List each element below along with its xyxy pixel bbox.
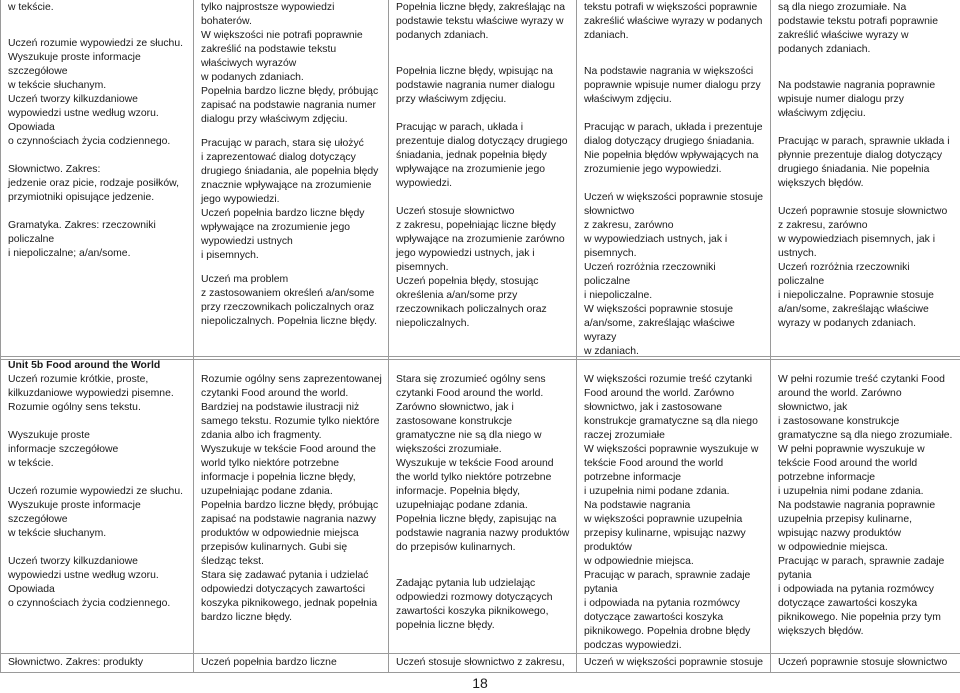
footer-cell: Uczeń poprawnie stosuje słownictwo — [771, 654, 960, 673]
cell-paragraph: Pracując w parach, układa i prezentuje dialog dotyczący drugiego śniadania. Nie popełnia błędów wpływających na zrozumienie jego wypowiedzi. — [584, 122, 763, 175]
table-cell — [771, 357, 960, 654]
cell-paragraph: Pracując w parach, sprawnie zadaje pytania i odpowiada na pytania rozmówcy dotyczące zawartości koszyka piknikowego. Popełnia drobne błędy podczas wypowiedzi. — [584, 570, 751, 651]
cell-paragraph: Uczeń rozumie wypowiedzi ze słuchu. Wyszukuje proste informacje szczegółowe w tekście słuchanym. — [8, 486, 183, 539]
cell-paragraph: Na podstawie nagrania w większości poprawnie wpisuje numer dialogu przy właściwym zdjęciu. — [584, 66, 761, 105]
cell-paragraph: Uczeń popełnia bardzo liczne błędy wpływające na zrozumienie jego wypowiedzi ustnych i pisemnych. — [201, 208, 365, 261]
cell-paragraph: Pracując w parach, sprawnie układa i płynnie prezentuje dialog dotyczący drugiego śniadania. Nie popełnia większych błędów. — [778, 136, 950, 189]
cell-paragraph: Unit 5b Food around the World — [8, 360, 161, 371]
table-cell — [194, 0, 389, 360]
cell-paragraph: Uczeń rozróżnia rzeczowniki policzalne i niepoliczalne. Poprawnie stosuje a/an/some, zakreślając właściwe wyrazy w podanych zdaniach. — [778, 262, 934, 329]
cell-paragraph: W większości rozumie treść czytanki Food around the world. Zarówno słownictwo, jak i zastosowane konstrukcje gramatyczne są dla niego raczej zrozumiałe — [584, 374, 758, 441]
footer-cell: Uczeń w większości poprawnie stosuje — [577, 654, 771, 673]
table-cell — [577, 357, 771, 654]
cell-paragraph: Pracując w parach, sprawnie zadaje pytania i odpowiada na pytania rozmówcy dotyczące zawartości koszyka piknikowego. Nie popełnia przy tym większych błędów. — [778, 556, 945, 637]
footer-cell: Słownictwo. Zakres: produkty — [1, 654, 194, 673]
table-cell — [1, 357, 194, 654]
table-cell — [1, 0, 194, 360]
cell-paragraph: Uczeń stosuje słownictwo z zakresu, popełniając liczne błędy wpływające na zrozumienie zarówno jego wypowiedzi ustnych, jak i pisemnych. — [396, 206, 565, 273]
cell-paragraph: w tekście. — [8, 2, 54, 13]
cell-paragraph: Uczeń ma problem z zastosowaniem określeń a/an/some przy rzeczownikach policzalnych oraz niepoliczalnych. Popełnia liczne błędy. — [201, 274, 377, 327]
table-cell — [389, 357, 577, 654]
cell-paragraph: są dla niego zrozumiałe. Na podstawie tekstu potrafi poprawnie zakreślić właściwe wyrazy w podanych zdaniach. — [778, 2, 938, 55]
table-row — [1, 357, 960, 654]
cell-paragraph: Popełnia liczne błędy, zakreślając na podstawie tekstu właściwe wyrazy w podanych zdaniach. — [396, 2, 566, 41]
cell-paragraph: W pełni rozumie treść czytanki Food around the world. Zarówno słownictwo, jak i zastosowane konstrukcje gramatyczne są dla niego zrozumiałe. — [778, 374, 953, 441]
cell-paragraph: Uczeń rozumie krótkie, proste, kilkuzdaniowe wypowiedzi pisemne. Rozumie ogólny sens tekstu. — [8, 374, 174, 413]
table-cell — [389, 0, 577, 360]
cell-paragraph: Na podstawie nagrania poprawnie uzupełnia przepisy kulinarne, wpisując nazwy produktów w odpowiednie miejsca. — [778, 500, 936, 553]
cell-paragraph: Pracując w parach, układa i prezentuje dialog dotyczący drugiego śniadania, jednak popełnia błędy wpływające na zrozumienie jego wypowiedzi. — [396, 122, 568, 189]
cell-paragraph: Wyszukuje w tekście Food around the world tylko niektóre potrzebne informacje. Popełnia błędy, uzupełniając podane zdania. — [396, 458, 554, 511]
table-row — [1, 0, 960, 360]
table-cell — [577, 0, 771, 360]
cell-paragraph: Na podstawie nagrania w większości poprawnie uzupełnia przepisy kulinarne, wpisując nazwy produktów w odpowiednie miejsca. — [584, 500, 746, 567]
cell-paragraph: tekstu potrafi w większości poprawnie zakreślić właściwe wyrazy w podanych zdaniach. — [584, 2, 763, 41]
cell-paragraph: Słownictwo. Zakres: jedzenie oraz picie, rodzaje posiłków, przymiotniki opisujące jedzenie. — [8, 164, 179, 203]
table-cell — [194, 357, 389, 654]
cell-paragraph: Uczeń popełnia błędy, stosując określenia a/an/some przy rzeczownikach policzalnych oraz niepoliczalnych. — [396, 276, 547, 329]
cell-paragraph: W większości poprawnie wyszukuje w tekście Food around the world potrzebne informacje i uzupełnia nimi podane zdania. — [584, 444, 759, 497]
cell-paragraph: Wyszukuje proste informacje szczegółowe w tekście. — [8, 430, 119, 469]
footer-cell: Uczeń stosuje słownictwo z zakresu, — [389, 654, 577, 673]
cell-paragraph: Uczeń w większości poprawnie stosuje słownictwo z zakresu, zarówno w wypowiedziach ustnych, jak i pisemnych. — [584, 192, 764, 259]
cell-paragraph: Uczeń rozumie wypowiedzi ze słuchu. Wyszukuje proste informacje szczegółowe w tekście słuchanym. Uczeń tworzy kilkuzdaniowe wypowiedzi ustne według wzoru. Opowiada o czynnościach życia codziennego. — [8, 38, 183, 147]
cell-paragraph: Stara się zadawać pytania i udzielać odpowiedzi dotyczących zawartości koszyka piknikowego, jednak popełnia bardzo liczne błędy. — [201, 570, 378, 623]
cell-paragraph: Popełnia bardzo liczne błędy, próbując zapisać na podstawie nagrania nazwy produktów w odpowiednie miejsca przepisów kulinarnych. Gubi się śledząc tekst. — [201, 500, 379, 567]
cell-paragraph: Rozumie ogólny sens zaprezentowanej czytanki Food around the world. Bardziej na podstawie ilustracji niż samego tekstu. Rozumie tylko niektóre zdania albo ich fragmenty. — [201, 374, 382, 441]
cell-paragraph: W pełni poprawnie wyszukuje w tekście Food around the world potrzebne informacje i uzupełnia nimi podane zdania. — [778, 444, 925, 497]
cell-paragraph: Gramatyka. Zakres: rzeczowniki policzalne i niepoliczalne; a/an/some. — [8, 220, 156, 259]
requirements-table-unit-5b — [0, 356, 960, 673]
footer-cell: Uczeń popełnia bardzo liczne — [194, 654, 389, 673]
cell-paragraph: Zadając pytania lub udzielając odpowiedzi rozmowy dotyczących zawartości koszyka piknikowego, popełnia liczne błędy. — [396, 578, 553, 631]
cell-paragraph: Popełnia liczne błędy, wpisując na podstawie nagrania numer dialogu przy właściwym zdjęciu. — [396, 66, 555, 105]
cell-paragraph: tylko najprostsze wypowiedzi bohaterów. W większości nie potrafi poprawnie zakreślić na podstawie tekstu właściwych wyrazów w podanych zdaniach. — [201, 2, 363, 83]
table-row — [1, 654, 960, 673]
cell-paragraph: Wyszukuje w tekście Food around the world tylko niektóre potrzebne informacje i popełnia liczne błędy, uzupełniając podane zdania. — [201, 444, 376, 497]
cell-paragraph: Na podstawie nagrania poprawnie wpisuje numer dialogu przy właściwym zdjęciu. — [778, 80, 936, 119]
cell-paragraph: Popełnia liczne błędy, zapisując na podstawie nagrania nazwy produktów do przepisów kulinarnych. — [396, 514, 570, 553]
cell-paragraph: Uczeń poprawnie stosuje słownictwo z zakresu, zarówno w wypowiedziach pisemnych, jak i ustnych. — [778, 206, 948, 259]
cell-paragraph: Uczeń rozróżnia rzeczowniki policzalne i niepoliczalne. W większości poprawnie stosuje a/an/some, zakreślając właściwe wyrazy w zdaniach. — [584, 262, 735, 357]
cell-paragraph: Stara się zrozumieć ogólny sens czytanki Food around the world. Zarówno słownictwo, jak i zastosowane konstrukcje gramatyczne nie są dla niego w większości zrozumiałe. — [396, 374, 546, 455]
table-cell — [771, 0, 960, 360]
cell-paragraph: Pracując w parach, stara się ułożyć i zaprezentować dialog dotyczący drugiego śniadania, ale popełnia błędy znacznie wpływające na zrozumienie jego wypowiedzi. — [201, 138, 379, 205]
cell-paragraph: Popełnia bardzo liczne błędy, próbując zapisać na podstawie nagrania numer dialogu przy właściwym zdjęciu. — [201, 86, 379, 125]
cell-paragraph: Uczeń tworzy kilkuzdaniowe wypowiedzi ustne według wzoru. Opowiada o czynnościach życia codziennego. — [8, 556, 171, 609]
page-number: 18 — [472, 675, 488, 691]
